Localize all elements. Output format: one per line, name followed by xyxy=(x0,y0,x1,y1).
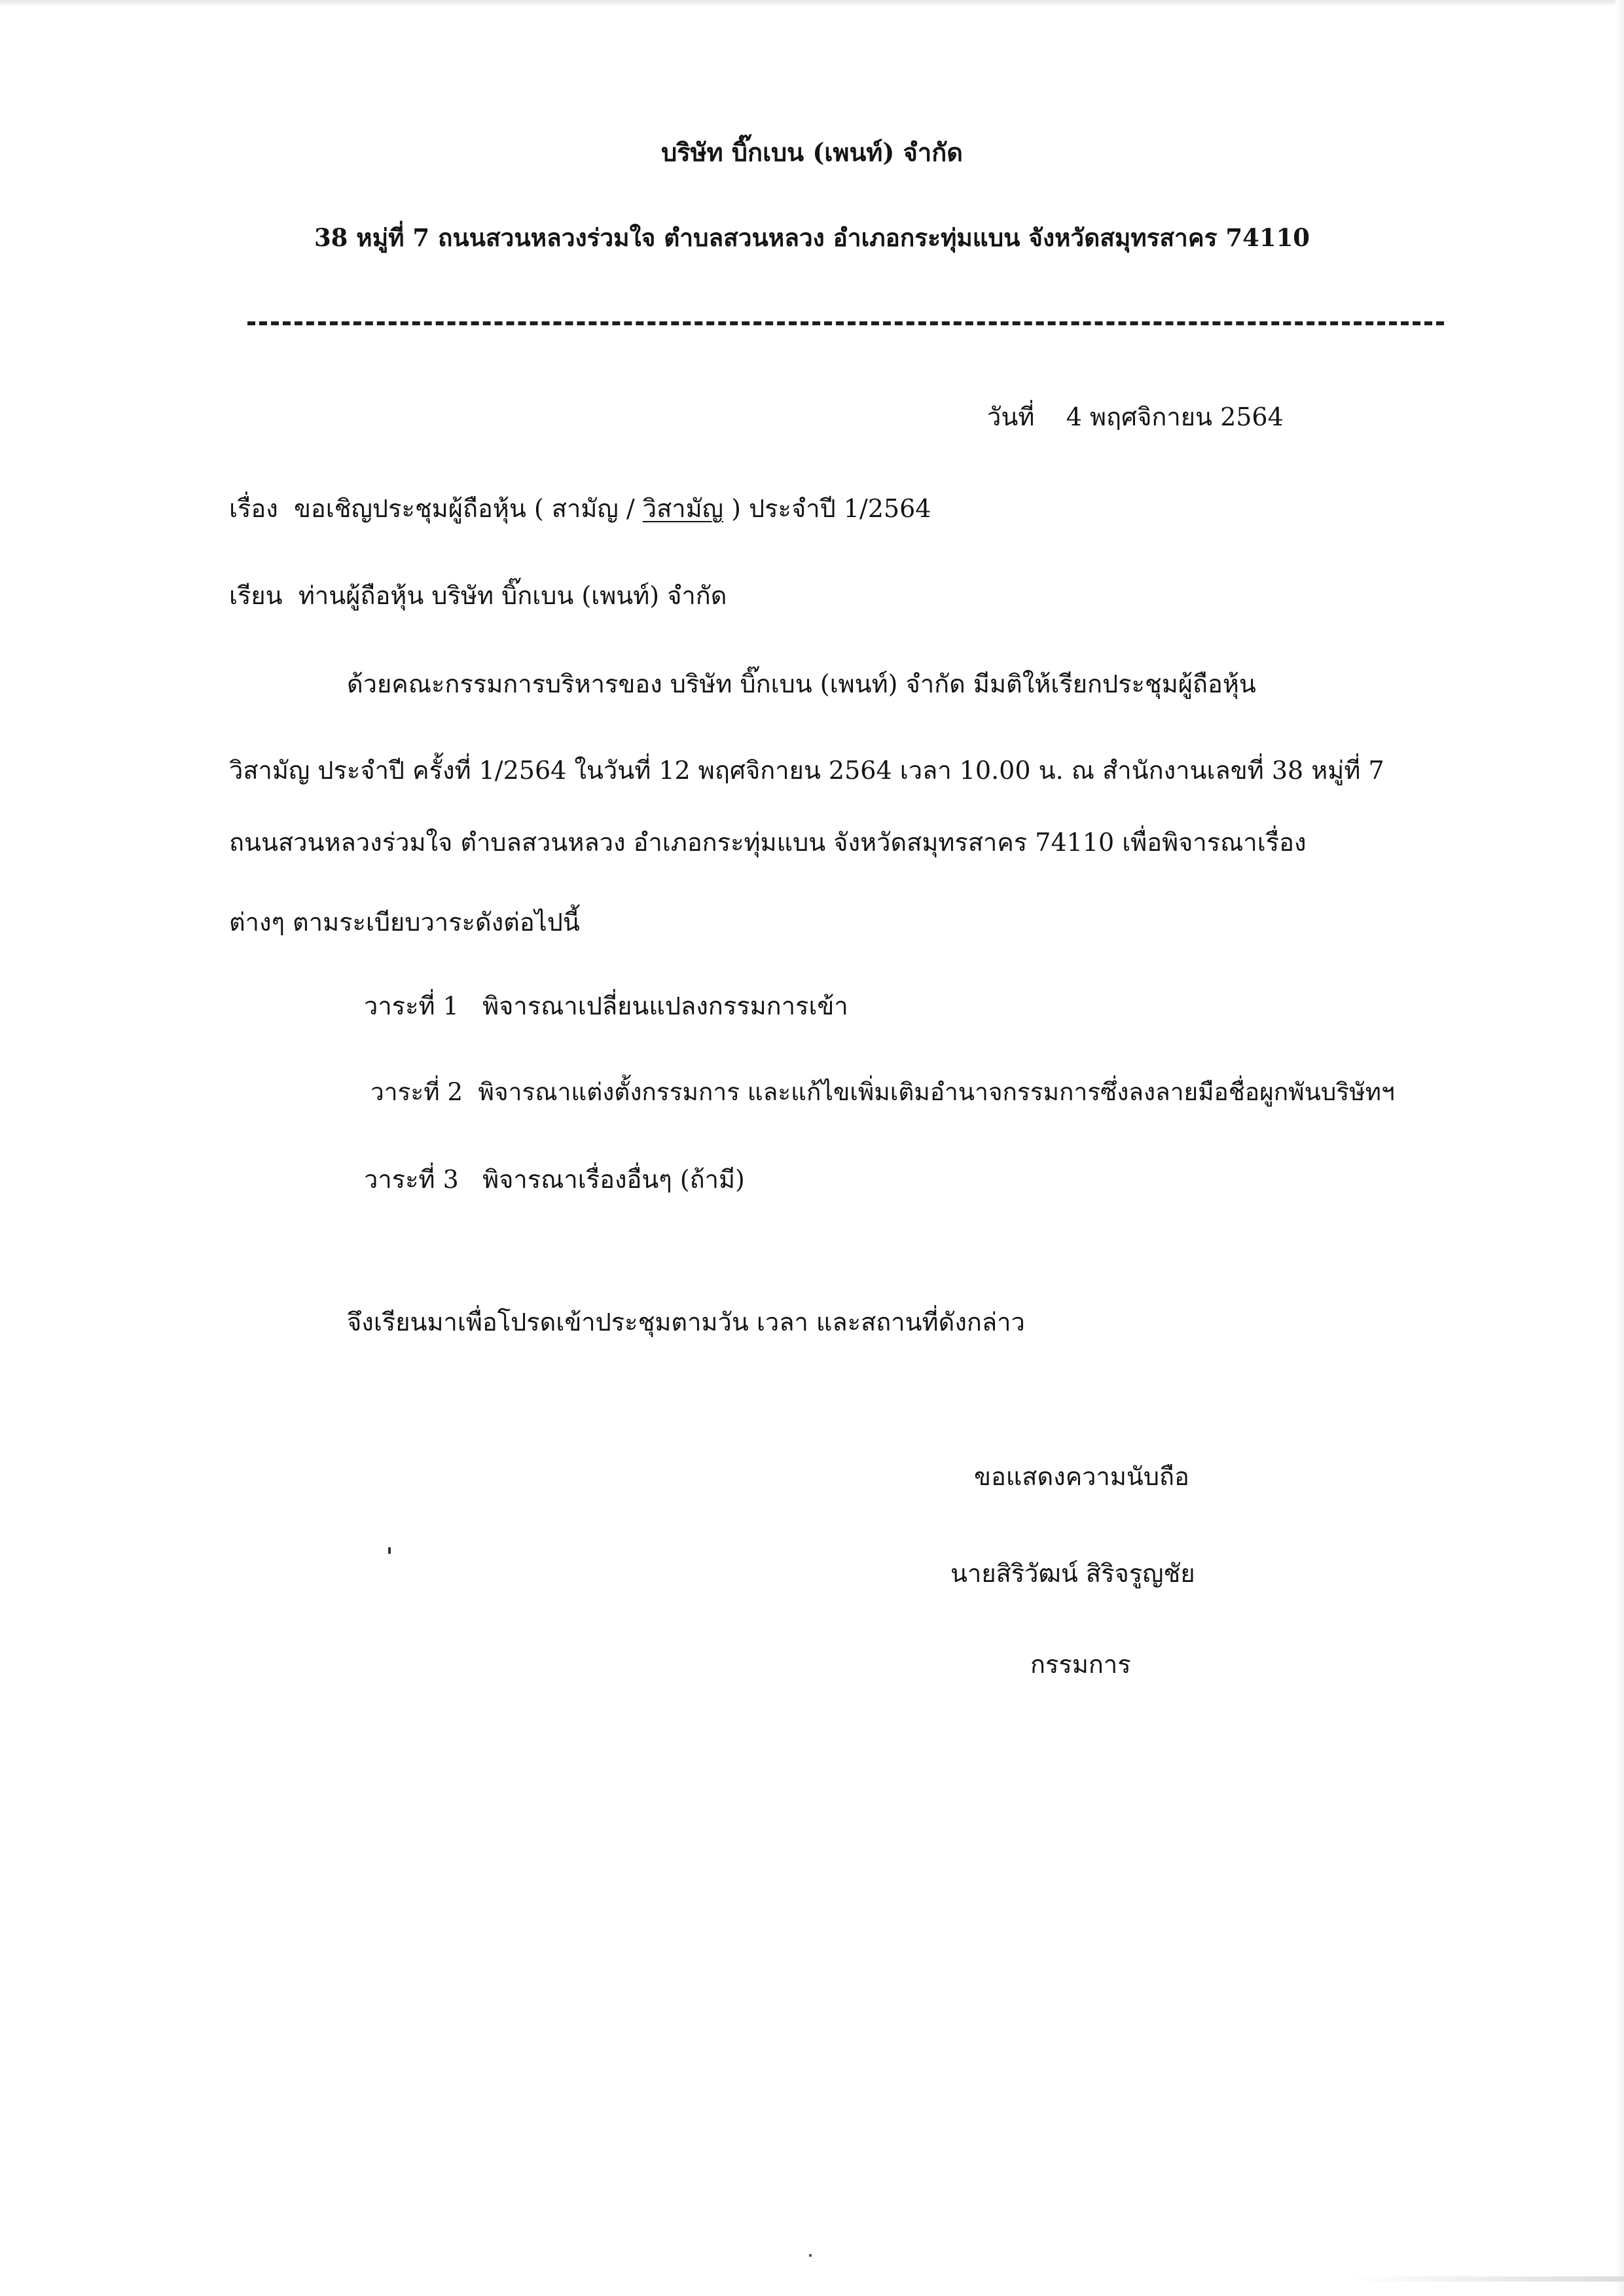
agenda-text: พิจารณาแต่งตั้งกรรมการ และแก้ไขเพิ่มเติมอำนาจกรรมการซึ่งลงลายมือชื่อผูกพันบริษัทฯ xyxy=(478,1078,1395,1106)
agenda-item-3 xyxy=(364,1167,745,1192)
agenda-label: วาระที่ 2 xyxy=(370,1078,463,1106)
company-address: 38 หมู่ที่ 7 ถนนสวนหลวงร่วมใจ ตำบลสวนหลวง อำเภอกระทุ่มแบน จังหวัดสมุทรสาคร 74110 xyxy=(314,223,1310,252)
subject-tail: ) ประจำปี 1/2564 xyxy=(731,494,931,523)
agenda-text: พิจารณาเรื่องอื่นๆ (ถ้ามี) xyxy=(482,1165,745,1194)
signature-name: นายสิริวัฒน์ สิริจรูญชัย xyxy=(950,1559,1195,1588)
agenda-item-2 xyxy=(370,1080,1395,1104)
subject-line xyxy=(229,496,931,521)
scan-speck xyxy=(388,1547,391,1554)
addressee-label: เรียน xyxy=(229,581,283,610)
body-line-4: ต่างๆ ตามระเบียบวาระดังต่อไปนี้ xyxy=(229,908,580,937)
scan-speck xyxy=(809,2254,812,2257)
closing-line: จึงเรียนมาเพื่อโปรดเข้าประชุมตามวัน เวลา และสถานที่ดังกล่าว xyxy=(347,1308,1025,1336)
subject-text: ขอเชิญประชุมผู้ถือหุ้น ( สามัญ / xyxy=(293,494,635,523)
signature-regards: ขอแสดงความนับถือ xyxy=(974,1462,1189,1491)
agenda-text: พิจารณาเปลี่ยนแปลงกรรมการเข้า xyxy=(482,992,848,1020)
agenda-label: วาระที่ 1 xyxy=(364,992,459,1020)
addressee-line xyxy=(229,583,727,608)
date-line xyxy=(987,404,1284,429)
signature-position: กรรมการ xyxy=(1030,1650,1131,1679)
subject-label: เรื่อง xyxy=(229,494,278,523)
subject-underlined: วิสามัญ xyxy=(642,494,724,523)
date-label: วันที่ xyxy=(987,403,1035,431)
agenda-item-1 xyxy=(364,994,848,1018)
company-name: บริษัท บิ๊กเบน (เพนท์) จำกัด xyxy=(661,137,963,167)
scan-edge-right xyxy=(1615,0,1624,2296)
addressee-value: ท่านผู้ถือหุ้น บริษัท บิ๊กเบน (เพนท์) จำกัด xyxy=(298,581,727,610)
body-line-1: ด้วยคณะกรรมการบริหารของ บริษัท บิ๊กเบน (เพนท์) จำกัด มีมติให้เรียกประชุมผู้ถือหุ้น xyxy=(347,670,1256,698)
letterhead-divider xyxy=(247,321,1444,325)
scan-edge-bottom xyxy=(1348,2276,1624,2282)
date-value: 4 พฤศจิกายน 2564 xyxy=(1066,403,1284,431)
agenda-label: วาระที่ 3 xyxy=(364,1165,459,1194)
body-line-3: ถนนสวนหลวงร่วมใจ ตำบลสวนหลวง อำเภอกระทุ่มแบน จังหวัดสมุทรสาคร 74110 เพื่อพิจารณาเรื่อง xyxy=(229,828,1307,857)
body-line-2: วิสามัญ ประจำปี ครั้งที่ 1/2564 ในวันที่ 12 พฤศจิกายน 2564 เวลา 10.00 น. ณ สำนักงานเลขที่ 38 หมู่ที่ 7 xyxy=(229,756,1384,785)
scan-edge-top xyxy=(0,0,1624,7)
